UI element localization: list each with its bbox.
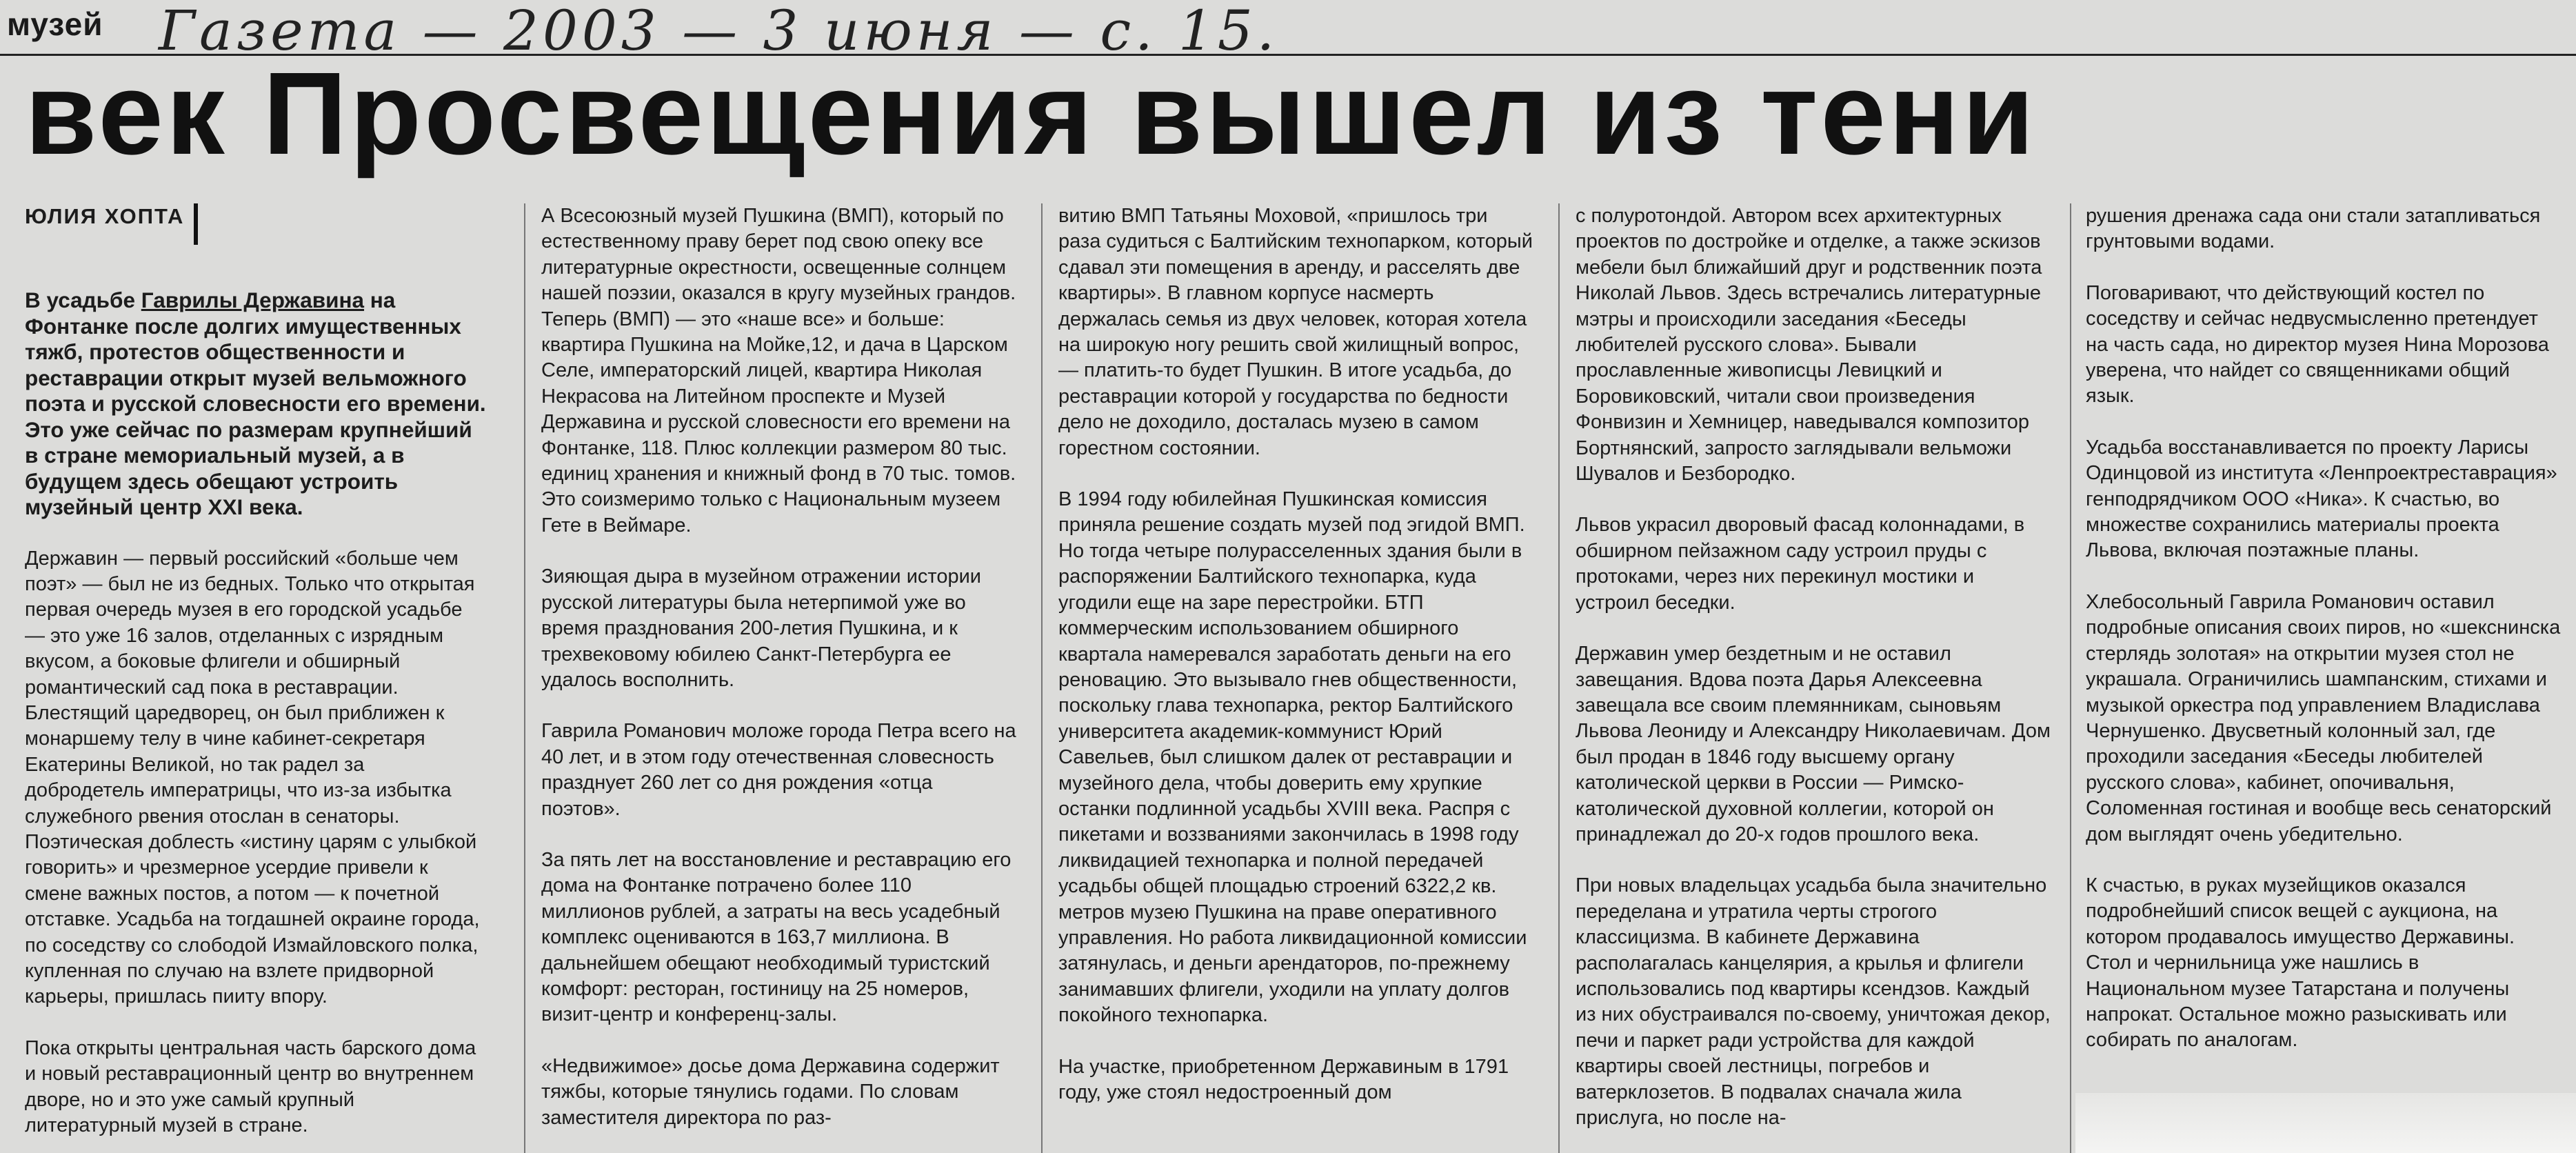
lead-prefix: В усадьбе — [25, 288, 141, 312]
body-paragraph: Львов украсил дворовый фасад колоннадами, в обширном пейзажном саду устроил пруды с протоками, через них перекинул мостики и устроил беседки. — [1576, 514, 2025, 614]
body-paragraph: Пока открыты центральная часть барского дома и новый реставрационный центр во внутреннем дворе, но и это уже самый крупный литературный музей в стране. — [25, 1036, 476, 1137]
column-1 — [25, 203, 487, 1148]
column-3 — [1058, 203, 1534, 1148]
body-paragraph: Гаврила Романович моложе города Петра всего на 40 лет, и в этом году отечественная словесность празднует 260 лет со дня рождения «отца поэтов». — [541, 720, 1016, 820]
rubric-label: музей — [7, 6, 103, 42]
column-divider — [2070, 203, 2071, 1153]
rubric-bar — [0, 0, 2576, 63]
body-paragraph: На участке, приобретенном Державиным в 1791 году, уже стоял недостроенный дом — [1058, 1055, 1509, 1103]
body-paragraph: Зияющая дыра в музейном отражении истории русской литературы была нетерпимой уже во время празднования 200-летия Пушкина, и к трехвековому юбилею Санкт-Петербурга ее удалось восполнить. — [541, 565, 981, 691]
body-paragraph: А Всесоюзный музей Пушкина (ВМП), который по естественному праву берет под свою опеку все литературные окрестности, освещенные солнцем нашей поэзии, оказался в кругу музейных грандов. Теперь (ВМП) — это «наше все» и больше: квартира Пушкина на Мойке,12, и дача в Царском Селе, императорский лицей, квартира Николая Некрасова на Литейном проспекте и Музей Державина и русской словесности его времени на Фонтанке, 118. Плюс коллекции размером 80 тыс. единиц хранения и книжный фонд в 70 тыс. томов. Это соизмеримо только с Национальным музеем Гете в Веймаре. — [541, 205, 1016, 537]
body-paragraph: «Недвижимое» досье дома Державина содержит тяжбы, которые тянулись годами. По словам заместителя директора по раз- — [541, 1054, 1000, 1129]
body-paragraph: В 1994 году юбилейная Пушкинская комиссия приняла решение создать музей под эгидой ВМП. Но тогда четыре полурасселенных здания были в распоряжении Балтийского технопарка, куда угодили еще на заре перестройки. БТП коммерческим использованием обширного квартала намеревался заработать деньги на его реновацию. Это вызывало гнев общественности, поскольку глава технопарка, ректор Балтийского университета академик-коммунист Юрий Савельев, был слишком далек от реставрации и музейного дела, чтобы доверить ему хрупкие останки подлинной усадьбы XVIII века. Распря с пикетами и воззваниями закончилась в 1998 году ликвидацией технопарка и полной передачей усадьбы общей площадью строений 6322,2 кв. метров музею Пушкина на праве оперативного управления. Но работа ликвидационной комиссии затянулась, и деньги арендаторов, по-прежнему занимавших флигели, уходили на уплату долгов покойного технопарка. — [1058, 488, 1527, 1027]
body-paragraph: Поговаривают, что действующий костел по соседству и сейчас недвусмысленно претендует на часть сада, но директор музея Нина Морозова уверена, что найдет со священниками общий язык. — [2086, 281, 2549, 408]
body-paragraph: рушения дренажа сада они стали затапливаться грунтовыми водами. — [2086, 205, 2541, 253]
author-byline: ЮЛИЯ ХОПТА — [25, 203, 198, 245]
lead-underlined-name: Гаврилы Державина — [141, 288, 365, 312]
body-paragraph: Усадьба восстанавливается по проекту Ларисы Одинцовой из института «Ленпроектреставрация» генподрядчиком ООО «Ника». К счастью, во множестве сохранились материалы проекта Львова, включая поэтажные планы. — [2086, 436, 2557, 562]
body-paragraph: К счастью, в руках музейщиков оказался подробнейший список вещей с аукциона, на котором продавалось имущество Державины. Стол и чернильница уже нашлись в Национальном музее Татарстана и получены напрокат. Остальное можно разыскивать или собирать по аналогам. — [2086, 874, 2515, 1052]
body-paragraph: При новых владельцах усадьба была значительно переделана и утратила черты строгого классицизма. В кабинете Державина располагалась канцелярия, а крылья и флигели использовались под квартиры ксендзов. Каждый из них обустраивался по-своему, уничтожая декор, печи и паркет ради устройства для каждой квартиры своей лестницы, погребов и ватерклозетов. В подвалах сначала жила прислуга, но после на- — [1576, 874, 2051, 1129]
body-paragraph: с полуротондой. Автором всех архитектурных проектов по достройке и отделке, а также эскизов мебели был ближайший друг и родственник поэта Николай Львов. Здесь встречались литературные мэтры и происходили заседания «Беседы любителей русского слова». Бывали прославленные живописцы Левицкий и Боровиковский, читали свои произведения Фонвизин и Хемницер, наведывался композитор Бортнянский, запросто заглядывали вельможи Шувалов и Безбородко. — [1576, 205, 2042, 485]
body-paragraph: Хлебосольный Гаврила Романович оставил подробные описания своих пиров, но «шекснинска стерлядь золотая» на открытии музея стол не украшала. Ограничились шампанским, стихами и музыкой оркестра под управлением Владислава Чернушенко. Двусветный колонный зал, где проходили заседания «Беседы любителей русского слова», кабинет, опочивальня, Соломенная гостиная и вообще весь сенаторский дом выглядят очень убедительно. — [2086, 590, 2561, 845]
column-4 — [1576, 203, 2051, 1148]
body-paragraph: витию ВМП Татьяны Моховой, «пришлось три раза судиться с Балтийским технопарком, который сдавал эти помещения в аренду, и расселять две квартиры». В главном корпусе насмерть держалась семья из двух человек, которая хотела на широкую ногу решить свой жилищный вопрос, — платить-то будет Пушкин. В итоге усадьба, до реставрации которой у государства по бедности дело не доходило, досталась музею в самом горестном состоянии. — [1058, 205, 1533, 459]
handwritten-source-note: Газета — 2003 — 3 июня — с. 15. — [159, 0, 1279, 63]
headline: век Просвещения вышел из тени — [25, 48, 2037, 179]
column-2 — [541, 203, 1017, 1148]
column-5 — [2086, 203, 2562, 1148]
torn-paper-edge — [2075, 1093, 2576, 1153]
body-paragraph: Державин — первый российский «больше чем поэт» — был не из бедных. Только что открытая первая очередь музея в его городской усадьбе — это уже 16 залов, отделанных с изрядным вкусом, а боковые флигели и обширный романтический сад пока в реставрации. Блестящий царедворец, он был приближен к монаршему телу в чине кабинет-секретаря Екатерины Великой, но так радел за добродетель императрицы, что из-за избытка служебного рвения отослан в сенаторы. Поэтическая доблесть «истину царям с улыбкой говорить» и чрезмерное усердие привели к смене важных постов, а потом — к почетной отставке. Усадьба на тогдашней окраине города, по соседству со слободой Измайловского полка, купленная по случаю на взлете придворной карьеры, пришлась пииту впору. — [25, 547, 480, 1008]
lead-paragraph — [25, 288, 487, 521]
body-paragraph: Державин умер бездетным и не оставил завещания. Вдова поэта Дарья Алексеевна завещала все своим племянникам, сыновьям Львова Леониду и Александру Николаевичам. Дом был продан в 1846 году высшему органу католической церкви в России — Римско-католической духовной коллегии, которой он принадлежал до 20-х годов прошлого века. — [1576, 643, 2051, 845]
column-divider — [1558, 203, 1560, 1153]
body-paragraph: За пять лет на восстановление и реставрацию его дома на Фонтанке потрачено более 110 миллионов рублей, а затраты на весь усадебный комплекс оцениваются в 163,7 миллиона. В дальнейшем обещают необходимый туристский комфорт: ресторан, гостиницу на 25 номеров, визит-центр и конференц-залы. — [541, 848, 1012, 1026]
lead-rest: на Фонтанке после долгих имущественных тяжб, протестов общественности и реставрации открыт музей вельможного поэта и русской словесности его времени. Это уже сейчас по размерам крупнейший в стране мемориальный музей, а в будущем здесь обещают устроить музейный центр XXI века. — [25, 288, 486, 519]
column-divider — [1041, 203, 1043, 1153]
column-divider — [524, 203, 525, 1153]
